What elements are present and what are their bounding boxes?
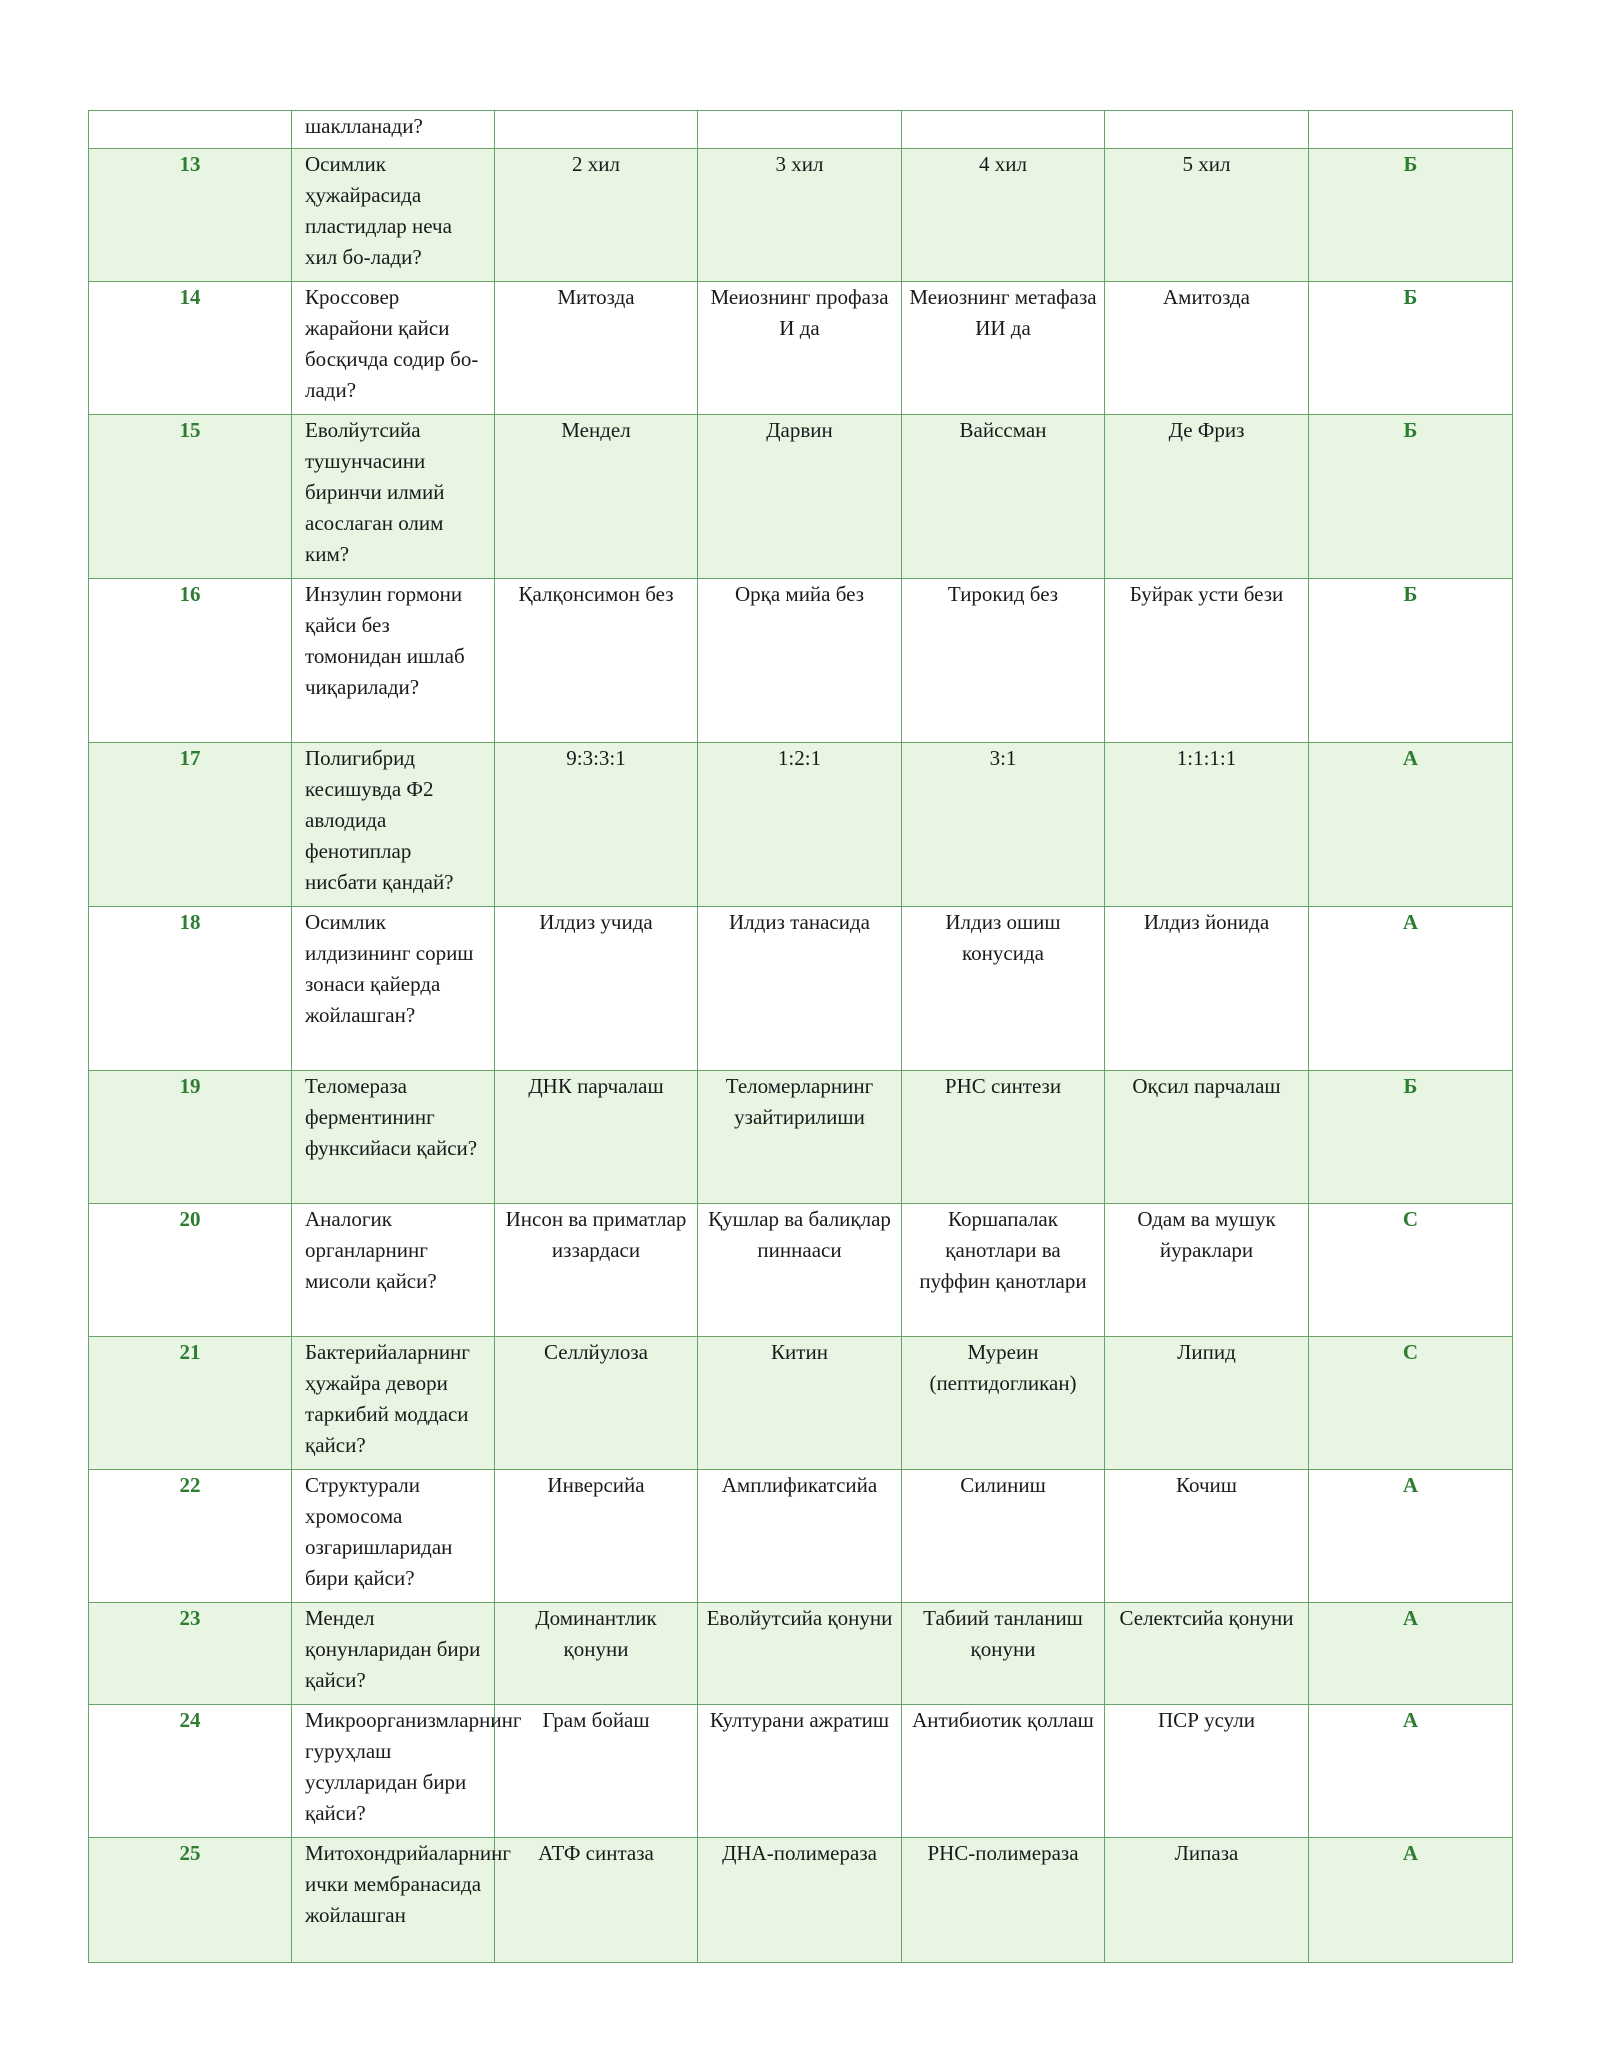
question-cell: шаклланади? xyxy=(292,111,495,149)
question-cell: Митохондрийаларнинг ички мембранасида жойлашган xyxy=(292,1838,495,1963)
option-a-cell: Қалқонсимон без xyxy=(495,579,698,743)
option-b-cell: Меиознинг профаза И да xyxy=(698,282,902,415)
number-cell: 24 xyxy=(89,1705,292,1838)
option-b-cell: Еволйутсийа қонуни xyxy=(698,1603,902,1705)
answer-cell: Б xyxy=(1309,415,1513,579)
option-d-cell: Липаза xyxy=(1105,1838,1309,1963)
option-d-cell: Илдиз йонида xyxy=(1105,907,1309,1071)
question-cell: Структурали хромосома озгаришларидан бири қайси? xyxy=(292,1470,495,1603)
number-cell: 17 xyxy=(89,743,292,907)
option-d-cell: Оқсил парчалаш xyxy=(1105,1071,1309,1204)
option-a-cell: Селлйулоза xyxy=(495,1337,698,1470)
question-cell: Еволйутсийа тушунчасини биринчи илмий асослаган олим ким? xyxy=(292,415,495,579)
option-a-cell xyxy=(495,111,698,149)
question-cell: Осимлик ҳужайрасида пластидлар неча хил бо-лади? xyxy=(292,149,495,282)
table-row xyxy=(89,743,1513,907)
number-cell: 20 xyxy=(89,1204,292,1337)
option-c-cell: Антибиотик қоллаш xyxy=(902,1705,1105,1838)
option-c-cell: Тирокид без xyxy=(902,579,1105,743)
question-cell: Теломераза ферментининг функсийаси қайси? xyxy=(292,1071,495,1204)
question-cell: Микроорганизмларнинг гуруҳлаш усулларидан бири қайси? xyxy=(292,1705,495,1838)
number-cell: 19 xyxy=(89,1071,292,1204)
option-b-cell: Културани ажратиш xyxy=(698,1705,902,1838)
option-a-cell: Грам бойаш xyxy=(495,1705,698,1838)
option-b-cell: 3 хил xyxy=(698,149,902,282)
option-c-cell: Вайссман xyxy=(902,415,1105,579)
table-row xyxy=(89,1337,1513,1470)
answer-cell: А xyxy=(1309,743,1513,907)
number-cell: 23 xyxy=(89,1603,292,1705)
number-cell: 18 xyxy=(89,907,292,1071)
quiz-table-body xyxy=(89,111,1513,1963)
option-a-cell: Доминантлик қонуни xyxy=(495,1603,698,1705)
option-a-cell: АТФ синтаза xyxy=(495,1838,698,1963)
option-a-cell: 2 хил xyxy=(495,149,698,282)
option-d-cell: Де Фриз xyxy=(1105,415,1309,579)
option-c-cell: Силиниш xyxy=(902,1470,1105,1603)
number-cell xyxy=(89,111,292,149)
option-d-cell: ПСР усули xyxy=(1105,1705,1309,1838)
number-cell: 15 xyxy=(89,415,292,579)
number-cell: 21 xyxy=(89,1337,292,1470)
option-d-cell: 5 хил xyxy=(1105,149,1309,282)
table-row xyxy=(89,1470,1513,1603)
answer-cell: Б xyxy=(1309,579,1513,743)
option-d-cell: Амитозда xyxy=(1105,282,1309,415)
number-cell: 14 xyxy=(89,282,292,415)
option-b-cell: Қушлар ва балиқлар пиннааси xyxy=(698,1204,902,1337)
option-d-cell: Буйрак усти бези xyxy=(1105,579,1309,743)
quiz-table xyxy=(88,110,1513,1963)
option-c-cell: РНС-полимераза xyxy=(902,1838,1105,1963)
table-row xyxy=(89,1204,1513,1337)
option-b-cell: Дарвин xyxy=(698,415,902,579)
option-d-cell: Селектсийа қонуни xyxy=(1105,1603,1309,1705)
option-d-cell xyxy=(1105,111,1309,149)
option-a-cell: Митозда xyxy=(495,282,698,415)
table-row xyxy=(89,579,1513,743)
option-d-cell: Липид xyxy=(1105,1337,1309,1470)
answer-cell: Б xyxy=(1309,149,1513,282)
option-a-cell: Инверсийа xyxy=(495,1470,698,1603)
table-row xyxy=(89,1705,1513,1838)
answer-cell: А xyxy=(1309,1838,1513,1963)
question-cell: Аналогик органларнинг мисоли қайси? xyxy=(292,1204,495,1337)
option-c-cell xyxy=(902,111,1105,149)
option-c-cell: Коршапалак қанотлари ва пуффин қанотлари xyxy=(902,1204,1105,1337)
option-a-cell: Илдиз учида xyxy=(495,907,698,1071)
option-c-cell: 4 хил xyxy=(902,149,1105,282)
option-b-cell: 1:2:1 xyxy=(698,743,902,907)
number-cell: 22 xyxy=(89,1470,292,1603)
answer-cell: Б xyxy=(1309,1071,1513,1204)
table-row xyxy=(89,149,1513,282)
option-b-cell xyxy=(698,111,902,149)
question-cell: Бактерийаларнинг ҳужайра девори таркибий моддаси қайси? xyxy=(292,1337,495,1470)
option-b-cell: Теломерларнинг узайтирилиши xyxy=(698,1071,902,1204)
option-b-cell: Китин xyxy=(698,1337,902,1470)
option-c-cell: РНС синтези xyxy=(902,1071,1105,1204)
answer-cell: С xyxy=(1309,1204,1513,1337)
answer-cell: А xyxy=(1309,1603,1513,1705)
option-b-cell: ДНА-полимераза xyxy=(698,1838,902,1963)
question-cell: Мендел қонунларидан бири қайси? xyxy=(292,1603,495,1705)
option-c-cell: 3:1 xyxy=(902,743,1105,907)
table-row xyxy=(89,282,1513,415)
table-row-continuation xyxy=(89,111,1513,149)
number-cell: 16 xyxy=(89,579,292,743)
table-row xyxy=(89,1838,1513,1963)
table-row xyxy=(89,907,1513,1071)
option-a-cell: 9:3:3:1 xyxy=(495,743,698,907)
number-cell: 25 xyxy=(89,1838,292,1963)
option-c-cell: Табиий танланиш қонуни xyxy=(902,1603,1105,1705)
option-b-cell: Амплификатсийа xyxy=(698,1470,902,1603)
question-cell: Полигибрид кесишувда Ф2 авлодида фенотиплар нисбати қандай? xyxy=(292,743,495,907)
option-b-cell: Илдиз танасида xyxy=(698,907,902,1071)
question-cell: Осимлик илдизининг сориш зонаси қайерда жойлашган? xyxy=(292,907,495,1071)
number-cell: 13 xyxy=(89,149,292,282)
table-row xyxy=(89,1603,1513,1705)
question-cell: Кроссовер жарайони қайси босқичда содир бо-лади? xyxy=(292,282,495,415)
question-cell: Инзулин гормони қайси без томонидан ишлаб чиқарилади? xyxy=(292,579,495,743)
option-a-cell: Мендел xyxy=(495,415,698,579)
option-a-cell: ДНК парчалаш xyxy=(495,1071,698,1204)
answer-cell: А xyxy=(1309,907,1513,1071)
option-b-cell: Орқа мийа без xyxy=(698,579,902,743)
answer-cell xyxy=(1309,111,1513,149)
option-d-cell: Одам ва мушук йураклари xyxy=(1105,1204,1309,1337)
table-row xyxy=(89,415,1513,579)
answer-cell: С xyxy=(1309,1337,1513,1470)
answer-cell: А xyxy=(1309,1705,1513,1838)
option-c-cell: Илдиз ошиш конусида xyxy=(902,907,1105,1071)
option-d-cell: 1:1:1:1 xyxy=(1105,743,1309,907)
answer-cell: Б xyxy=(1309,282,1513,415)
answer-cell: А xyxy=(1309,1470,1513,1603)
option-c-cell: Меиознинг метафаза ИИ да xyxy=(902,282,1105,415)
option-d-cell: Кочиш xyxy=(1105,1470,1309,1603)
table-row xyxy=(89,1071,1513,1204)
option-c-cell: Муреин (пептидогликан) xyxy=(902,1337,1105,1470)
option-a-cell: Инсон ва приматлар иззардаси xyxy=(495,1204,698,1337)
